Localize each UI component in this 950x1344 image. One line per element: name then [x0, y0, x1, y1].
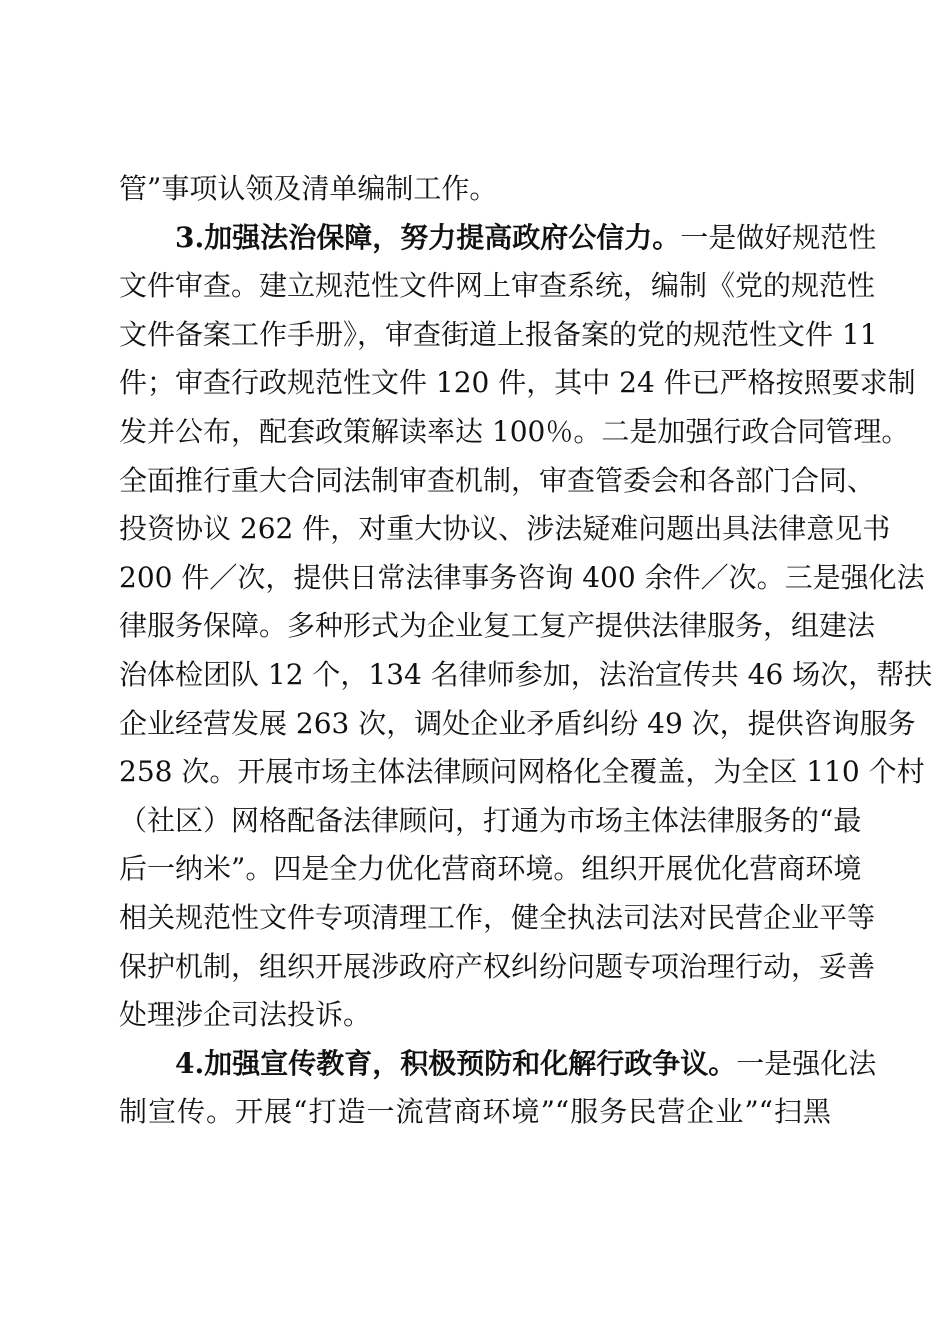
paragraph-line — [119, 943, 876, 992]
paragraph-line — [119, 1040, 877, 1089]
line-text: 后一纳米”。四是全力优化营商环境。组织开展优化营商环境 — [119, 852, 862, 886]
line-text: 全面推行重大合同法制审查机制，审查管委会和各部门合同、 — [119, 463, 876, 497]
section-heading: 4.加强宣传教育，积极预防和化解行政争议。 — [175, 1046, 737, 1080]
line-text: 制宣传。开展“打造一流营商环境”“服务民营企业”“扫黑 — [119, 1095, 831, 1129]
line-text: 治体检团队 12 个，134 名律师参加，法治宣传共 46 场次，帮扶 — [119, 657, 933, 691]
paragraph-line — [119, 651, 933, 700]
line-text: 相关规范性文件专项清理工作，健全执法司法对民营企业平等 — [119, 900, 876, 934]
paragraph-line — [119, 408, 910, 457]
line-text: 投资协议 262 件，对重大协议、涉法疑难问题出具法律意见书 — [119, 512, 891, 546]
line-text: 律服务保障。多种形式为企业复工复产提供法律服务，组建法 — [119, 609, 876, 643]
paragraph-line — [119, 457, 876, 506]
line-text: （社区）网格配备法律顾问，打通为市场主体法律服务的“最 — [119, 803, 862, 837]
line-text: 200 件／次，提供日常法律事务咨询 400 余件／次。三是强化法 — [119, 560, 925, 594]
paragraph-line — [119, 1088, 831, 1137]
paragraph-line — [119, 845, 862, 894]
line-text: 一是做好规范性 — [680, 220, 877, 254]
line-text: 文件审查。建立规范性文件网上审查系统，编制《党的规范性 — [119, 269, 876, 303]
line-text: 发并公布，配套政策解读率达 100％。二是加强行政合同管理。 — [119, 414, 910, 448]
paragraph-line — [119, 359, 916, 408]
paragraph-line — [119, 165, 831, 214]
paragraph-line — [119, 262, 876, 311]
section-heading: 3.加强法治保障，努力提高政府公信力。 — [175, 220, 681, 254]
line-text: 保护机制，组织开展涉政府产权纠纷问题专项治理行动，妥善 — [119, 949, 876, 983]
paragraph-line — [119, 554, 925, 603]
line-text: 企业经营发展 263 次，调处企业矛盾纠纷 49 次，提供咨询服务 — [119, 706, 916, 740]
line-text: 文件备案工作手册》，审查街道上报备案的党的规范性文件 11 — [119, 317, 878, 351]
document-body — [119, 165, 933, 1137]
line-text: 管”事项认领及清单编制工作。 — [119, 172, 498, 205]
paragraph-line — [119, 602, 876, 651]
line-text: 处理涉企司法投诉。 — [119, 998, 372, 1032]
paragraph-line — [119, 991, 831, 1040]
paragraph-line — [119, 700, 916, 749]
paragraph-line — [119, 748, 925, 797]
paragraph-line — [119, 311, 878, 360]
paragraph-line — [119, 894, 876, 943]
line-text: 件；审查行政规范性文件 120 件，其中 24 件已严格按照要求制 — [119, 366, 916, 400]
line-text: 一是强化法 — [736, 1046, 877, 1080]
paragraph-line — [119, 797, 862, 846]
paragraph-line — [119, 214, 877, 263]
line-text: 258 次。开展市场主体法律顾问网格化全覆盖，为全区 110 个村 — [119, 755, 925, 789]
paragraph-line — [119, 505, 891, 554]
